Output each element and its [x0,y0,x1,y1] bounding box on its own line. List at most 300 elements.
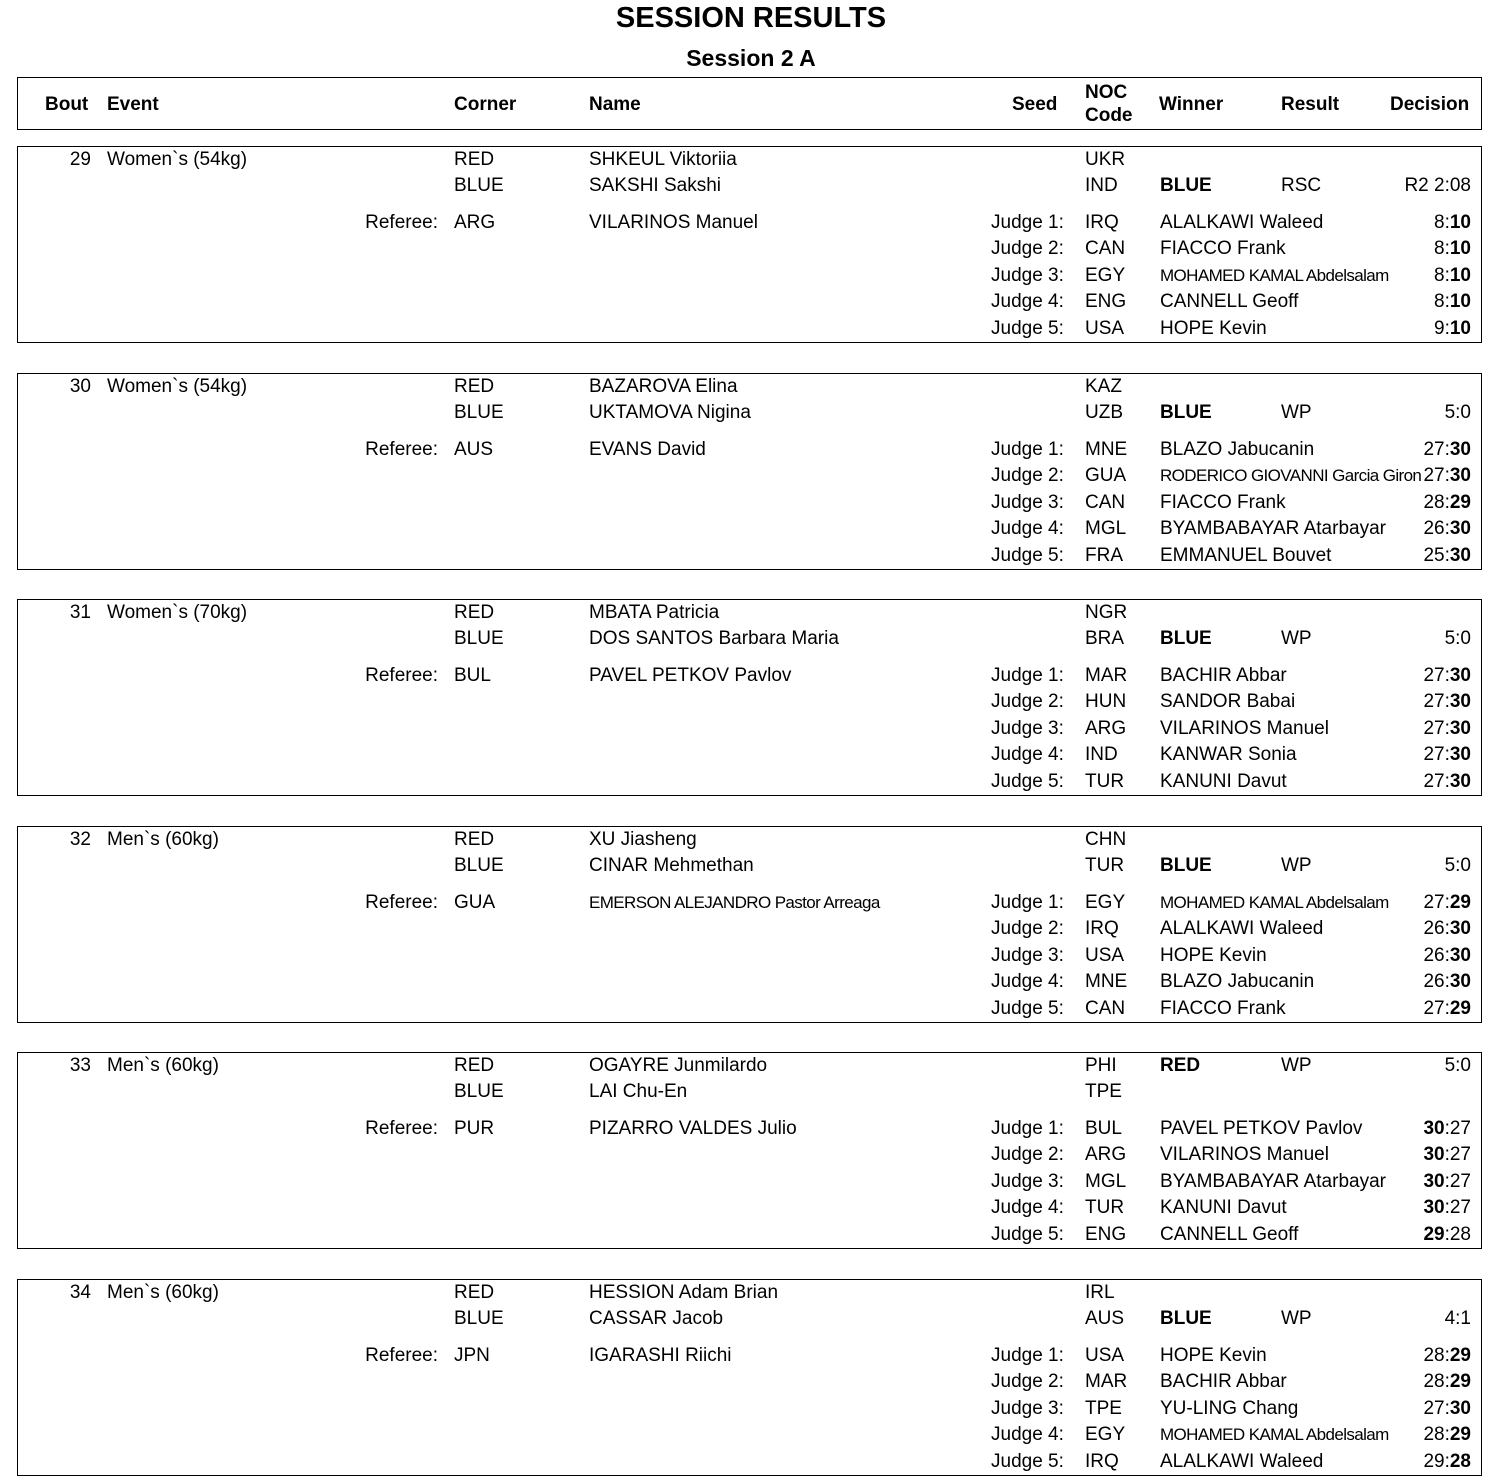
judge-label: Judge 2: [991,691,1064,712]
judge-name: BACHIR Abbar [1160,665,1287,686]
judge-noc: USA [1085,945,1125,966]
judge-noc: CAN [1085,998,1126,1019]
score-separator: : [1444,1451,1450,1472]
score-blue: 10 [1449,265,1471,286]
judge-name: VILARINOS Manuel [1160,718,1329,739]
judge-score [1351,1451,1471,1473]
judge-name: BLAZO Jabucanin [1160,439,1315,460]
judge-score [1351,1398,1471,1420]
score-blue: 29 [1449,1345,1471,1366]
judge-label: Judge 4: [991,291,1064,312]
judge-label: Judge 1: [991,892,1064,913]
judge-noc: HUN [1085,691,1127,712]
score-red: 30 [1423,1118,1445,1139]
header-winner: Winner [1159,94,1224,115]
score-red: 27 [1423,892,1445,913]
referee-label: Referee: [365,665,438,686]
referee-noc: JPN [454,1345,490,1366]
score-red: 26 [1423,918,1445,939]
judge-score [1351,744,1471,766]
boxer-red-name: XU Jiasheng [589,829,697,850]
winner-value: BLUE [1160,1308,1212,1329]
judge-name: ALALKAWI Waleed [1160,212,1324,233]
judge-name: BYAMBABAYAR Atarbayar [1160,1171,1386,1192]
boxer-blue-noc: TPE [1085,1081,1122,1102]
score-red: 8 [1434,265,1445,286]
judge-name: BLAZO Jabucanin [1160,971,1315,992]
score-red: 27 [1423,465,1445,486]
score-separator: : [1444,1224,1450,1245]
score-separator: : [1444,1144,1450,1165]
judge-label: Judge 5: [991,1451,1064,1472]
score-separator: : [1444,1345,1450,1366]
judge-noc: MAR [1085,665,1128,686]
judge-name: KANWAR Sonia [1160,744,1297,765]
score-blue: 29 [1449,492,1471,513]
winner-value: BLUE [1160,628,1212,649]
score-red: 27 [1423,998,1445,1019]
boxer-red-noc: UKR [1085,149,1126,170]
judge-name: HOPE Kevin [1160,318,1267,339]
judge-label: Judge 1: [991,665,1064,686]
score-separator: : [1444,691,1450,712]
score-separator: : [1444,1398,1450,1419]
score-red: 25 [1423,545,1445,566]
boxer-blue-name: SAKSHI Sakshi [589,175,721,196]
score-separator: : [1444,744,1450,765]
score-blue: 10 [1449,291,1471,312]
referee-noc: GUA [454,892,496,913]
judge-noc: MGL [1085,1171,1127,1192]
judge-noc: GUA [1085,465,1127,486]
judge-score [1351,291,1471,313]
score-blue: 29 [1449,1424,1471,1445]
judge-noc: ARG [1085,718,1127,739]
judge-score [1351,918,1471,940]
score-red: 28 [1423,1345,1445,1366]
score-blue: 10 [1449,238,1471,259]
judge-noc: IND [1085,744,1118,765]
score-separator: : [1444,545,1450,566]
boxer-red-name: MBATA Patricia [589,602,720,623]
referee-label: Referee: [365,892,438,913]
referee-name: EMERSON ALEJANDRO Pastor Arreaga [589,893,880,912]
judge-score [1351,1144,1471,1166]
result-value: WP [1281,402,1312,423]
judge-name: BACHIR Abbar [1160,1371,1287,1392]
score-blue: 30 [1449,1398,1471,1419]
score-separator: : [1444,439,1450,460]
winner-value: BLUE [1160,175,1212,196]
corner-red: RED [454,829,495,850]
judge-score [1351,465,1471,487]
judge-label: Judge 4: [991,1424,1064,1445]
score-blue: 30 [1449,518,1471,539]
boxer-red-name: OGAYRE Junmilardo [589,1055,768,1076]
boxer-red-name: BAZAROVA Elina [589,376,738,397]
header-event: Event [107,94,159,115]
judge-name: YU-LING Chang [1160,1398,1299,1419]
boxer-red-noc: IRL [1085,1282,1115,1303]
judge-score [1351,665,1471,687]
judge-label: Judge 5: [991,998,1064,1019]
decision-value: 5:0 [1444,402,1471,423]
header-noc-code: Code [1085,105,1133,126]
bout-block [17,1279,1482,1476]
event-name: Women`s (70kg) [107,602,248,623]
score-red: 8 [1434,212,1445,233]
judge-name: FIACCO Frank [1160,998,1286,1019]
bout-number: 32 [69,829,91,850]
header-corner: Corner [454,94,517,115]
score-separator: : [1444,998,1450,1019]
result-value: WP [1281,1308,1312,1329]
boxer-red-name: HESSION Adam Brian [589,1282,779,1303]
result-value: WP [1281,855,1312,876]
judge-score [1351,1197,1471,1219]
judge-name: FIACCO Frank [1160,238,1286,259]
judge-score [1351,691,1471,713]
judge-noc: MNE [1085,971,1128,992]
score-separator: : [1444,518,1450,539]
score-red: 8 [1434,291,1445,312]
header-name: Name [589,94,641,115]
score-separator: : [1444,971,1450,992]
judge-noc: TUR [1085,771,1125,792]
event-name: Women`s (54kg) [107,149,248,170]
score-blue: 30 [1449,545,1471,566]
judge-score [1351,518,1471,540]
judge-noc: FRA [1085,545,1123,566]
boxer-blue-noc: UZB [1085,402,1123,423]
score-separator: : [1444,1371,1450,1392]
judge-name: HOPE Kevin [1160,945,1267,966]
judge-name: BYAMBABAYAR Atarbayar [1160,518,1386,539]
score-separator: : [1444,892,1450,913]
bout-block [17,146,1482,343]
score-separator: : [1444,238,1450,259]
referee-noc: BUL [454,665,491,686]
judge-name: MOHAMED KAMAL Abdelsalam [1160,893,1389,912]
boxer-blue-noc: AUS [1085,1308,1125,1329]
judge-label: Judge 4: [991,518,1064,539]
bout-number: 33 [69,1055,91,1076]
judge-label: Judge 5: [991,1224,1064,1245]
score-separator: : [1444,1171,1450,1192]
boxer-blue-noc: TUR [1085,855,1125,876]
score-blue: 29 [1449,1371,1471,1392]
score-blue: 10 [1449,212,1471,233]
judge-score [1351,1371,1471,1393]
score-blue: 29 [1449,892,1471,913]
judge-noc: USA [1085,318,1125,339]
corner-blue: BLUE [454,175,504,196]
judge-label: Judge 5: [991,545,1064,566]
winner-value: RED [1160,1055,1201,1076]
boxer-red-noc: NGR [1085,602,1128,623]
boxer-blue-name: UKTAMOVA Nigina [589,402,751,423]
judge-label: Judge 2: [991,1144,1064,1165]
score-red: 27 [1423,771,1445,792]
boxer-red-noc: PHI [1085,1055,1117,1076]
judge-score [1351,1224,1471,1246]
bout-block [17,1052,1482,1249]
judge-score [1351,998,1471,1020]
score-red: 27 [1423,718,1445,739]
event-name: Men`s (60kg) [107,1055,219,1076]
bout-block [17,826,1482,1023]
corner-blue: BLUE [454,628,504,649]
result-value: WP [1281,1055,1312,1076]
judge-noc: CAN [1085,238,1126,259]
referee-label: Referee: [365,1118,438,1139]
referee-label: Referee: [365,212,438,233]
bout-number: 34 [69,1282,91,1303]
boxer-red-name: SHKEUL Viktoriia [589,149,737,170]
score-separator: : [1444,265,1450,286]
judge-score [1351,439,1471,461]
judge-name: PAVEL PETKOV Pavlov [1160,1118,1363,1139]
judge-noc: ARG [1085,1144,1127,1165]
score-blue: 30 [1449,945,1471,966]
judge-noc: EGY [1085,265,1126,286]
judge-label: Judge 3: [991,265,1064,286]
score-red: 28 [1423,1424,1445,1445]
boxer-blue-name: CASSAR Jacob [589,1308,724,1329]
judge-score [1351,1118,1471,1140]
judge-score [1351,492,1471,514]
page-title: SESSION RESULTS [615,2,887,34]
corner-red: RED [454,1055,495,1076]
judge-score [1351,1424,1471,1446]
bout-block [17,599,1482,796]
bout-number: 29 [69,149,91,170]
score-blue: 30 [1449,665,1471,686]
judge-label: Judge 2: [991,238,1064,259]
score-red: 29 [1423,1224,1445,1245]
judge-label: Judge 3: [991,945,1064,966]
corner-blue: BLUE [454,855,504,876]
corner-blue: BLUE [454,1308,504,1329]
decision-value: R2 2:08 [1404,175,1471,196]
decision-value: 5:0 [1444,628,1471,649]
judge-label: Judge 5: [991,318,1064,339]
judge-noc: TPE [1085,1398,1122,1419]
score-blue: 27 [1449,1118,1471,1139]
judge-name: ALALKAWI Waleed [1160,918,1324,939]
boxer-blue-name: CINAR Mehmethan [589,855,754,876]
score-red: 29 [1423,1451,1445,1472]
score-red: 9 [1434,318,1445,339]
corner-blue: BLUE [454,402,504,423]
judge-name: FIACCO Frank [1160,492,1286,513]
judge-noc: EGY [1085,892,1126,913]
boxer-red-noc: CHN [1085,829,1127,850]
result-value: WP [1281,628,1312,649]
judge-noc: MNE [1085,439,1128,460]
corner-blue: BLUE [454,1081,504,1102]
judge-name: VILARINOS Manuel [1160,1144,1329,1165]
score-blue: 30 [1449,718,1471,739]
score-blue: 28 [1449,1224,1471,1245]
result-value: RSC [1281,175,1322,196]
header-decision: Decision [1390,94,1470,115]
judge-score [1351,265,1471,287]
score-separator: : [1444,318,1450,339]
referee-name: VILARINOS Manuel [589,212,758,233]
decision-value: 4:1 [1444,1308,1471,1329]
score-blue: 27 [1449,1144,1471,1165]
score-red: 8 [1434,238,1445,259]
judge-noc: MAR [1085,1371,1128,1392]
boxer-blue-name: LAI Chu-En [589,1081,688,1102]
judge-label: Judge 2: [991,918,1064,939]
referee-label: Referee: [365,439,438,460]
score-red: 27 [1423,744,1445,765]
score-separator: : [1444,492,1450,513]
judge-label: Judge 2: [991,1371,1064,1392]
referee-name: PAVEL PETKOV Pavlov [589,665,792,686]
header-result: Result [1281,94,1340,115]
judge-label: Judge 1: [991,1118,1064,1139]
judge-noc: IRQ [1085,918,1119,939]
session-subtitle: Session 2 A [686,45,816,71]
judge-label: Judge 3: [991,492,1064,513]
score-blue: 30 [1449,744,1471,765]
boxer-red-noc: KAZ [1085,376,1122,397]
judge-name: RODERICO GIOVANNI Garcia Giron [1160,466,1422,485]
score-red: 30 [1423,1197,1445,1218]
judge-noc: EGY [1085,1424,1126,1445]
judge-label: Judge 4: [991,1197,1064,1218]
event-name: Women`s (54kg) [107,376,248,397]
judge-name: SANDOR Babai [1160,691,1296,712]
judge-noc: USA [1085,1345,1125,1366]
winner-value: BLUE [1160,402,1212,423]
score-red: 26 [1423,518,1445,539]
winner-value: BLUE [1160,855,1212,876]
judge-score [1351,771,1471,793]
judge-score [1351,892,1471,914]
score-separator: : [1444,1424,1450,1445]
judge-label: Judge 2: [991,465,1064,486]
score-separator: : [1444,291,1450,312]
judge-noc: ENG [1085,1224,1127,1245]
score-blue: 30 [1449,439,1471,460]
referee-noc: AUS [454,439,494,460]
corner-red: RED [454,376,495,397]
judge-score [1351,238,1471,260]
judge-score [1351,945,1471,967]
judge-name: CANNELL Geoff [1160,1224,1299,1245]
score-red: 28 [1423,492,1445,513]
score-red: 27 [1423,665,1445,686]
judge-name: KANUNI Davut [1160,1197,1287,1218]
judge-noc: IRQ [1085,1451,1119,1472]
decision-value: 5:0 [1444,855,1471,876]
judge-label: Judge 4: [991,744,1064,765]
header-bout: Bout [45,94,89,115]
judge-label: Judge 4: [991,971,1064,992]
judge-score [1351,1345,1471,1367]
score-red: 30 [1423,1171,1445,1192]
judge-score [1351,318,1471,340]
referee-name: EVANS David [589,439,706,460]
judge-name: CANNELL Geoff [1160,291,1299,312]
score-separator: : [1444,718,1450,739]
judge-name: HOPE Kevin [1160,1345,1267,1366]
score-blue: 30 [1449,691,1471,712]
bout-number: 30 [69,376,91,397]
judge-name: MOHAMED KAMAL Abdelsalam [1160,266,1389,285]
bout-block [17,373,1482,570]
score-separator: : [1444,1118,1450,1139]
corner-red: RED [454,1282,495,1303]
judge-label: Judge 3: [991,1398,1064,1419]
score-blue: 29 [1449,998,1471,1019]
judge-name: ALALKAWI Waleed [1160,1451,1324,1472]
referee-noc: ARG [454,212,496,233]
score-separator: : [1444,771,1450,792]
score-red: 30 [1423,1144,1445,1165]
score-separator: : [1444,918,1450,939]
judge-score [1351,971,1471,993]
score-blue: 30 [1449,918,1471,939]
boxer-blue-name: DOS SANTOS Barbara Maria [589,628,839,649]
score-separator: : [1444,465,1450,486]
corner-red: RED [454,602,495,623]
judge-score [1351,1171,1471,1193]
judge-score [1351,718,1471,740]
score-separator: : [1444,945,1450,966]
score-red: 27 [1423,691,1445,712]
event-name: Men`s (60kg) [107,829,219,850]
corner-red: RED [454,149,495,170]
score-red: 26 [1423,971,1445,992]
referee-noc: PUR [454,1118,495,1139]
score-red: 28 [1423,1371,1445,1392]
judge-label: Judge 3: [991,718,1064,739]
judge-name: KANUNI Davut [1160,771,1287,792]
score-separator: : [1444,1197,1450,1218]
score-red: 26 [1423,945,1445,966]
bout-number: 31 [69,602,91,623]
score-blue: 27 [1449,1171,1471,1192]
judge-label: Judge 3: [991,1171,1064,1192]
score-separator: : [1444,665,1450,686]
score-red: 27 [1423,439,1445,460]
boxer-blue-noc: IND [1085,175,1118,196]
score-red: 27 [1423,1398,1445,1419]
column-header-row [17,77,1482,130]
judge-name: EMMANUEL Bouvet [1160,545,1332,566]
score-blue: 27 [1449,1197,1471,1218]
judge-name: MOHAMED KAMAL Abdelsalam [1160,1425,1389,1444]
judge-label: Judge 1: [991,439,1064,460]
score-separator: : [1444,212,1450,233]
judge-label: Judge 1: [991,212,1064,233]
judge-noc: IRQ [1085,212,1119,233]
score-blue: 28 [1449,1451,1471,1472]
judge-noc: ENG [1085,291,1127,312]
judge-label: Judge 1: [991,1345,1064,1366]
score-blue: 30 [1449,771,1471,792]
score-blue: 30 [1449,465,1471,486]
decision-value: 5:0 [1444,1055,1471,1076]
header-seed: Seed [1012,94,1058,115]
referee-label: Referee: [365,1345,438,1366]
judge-noc: CAN [1085,492,1126,513]
